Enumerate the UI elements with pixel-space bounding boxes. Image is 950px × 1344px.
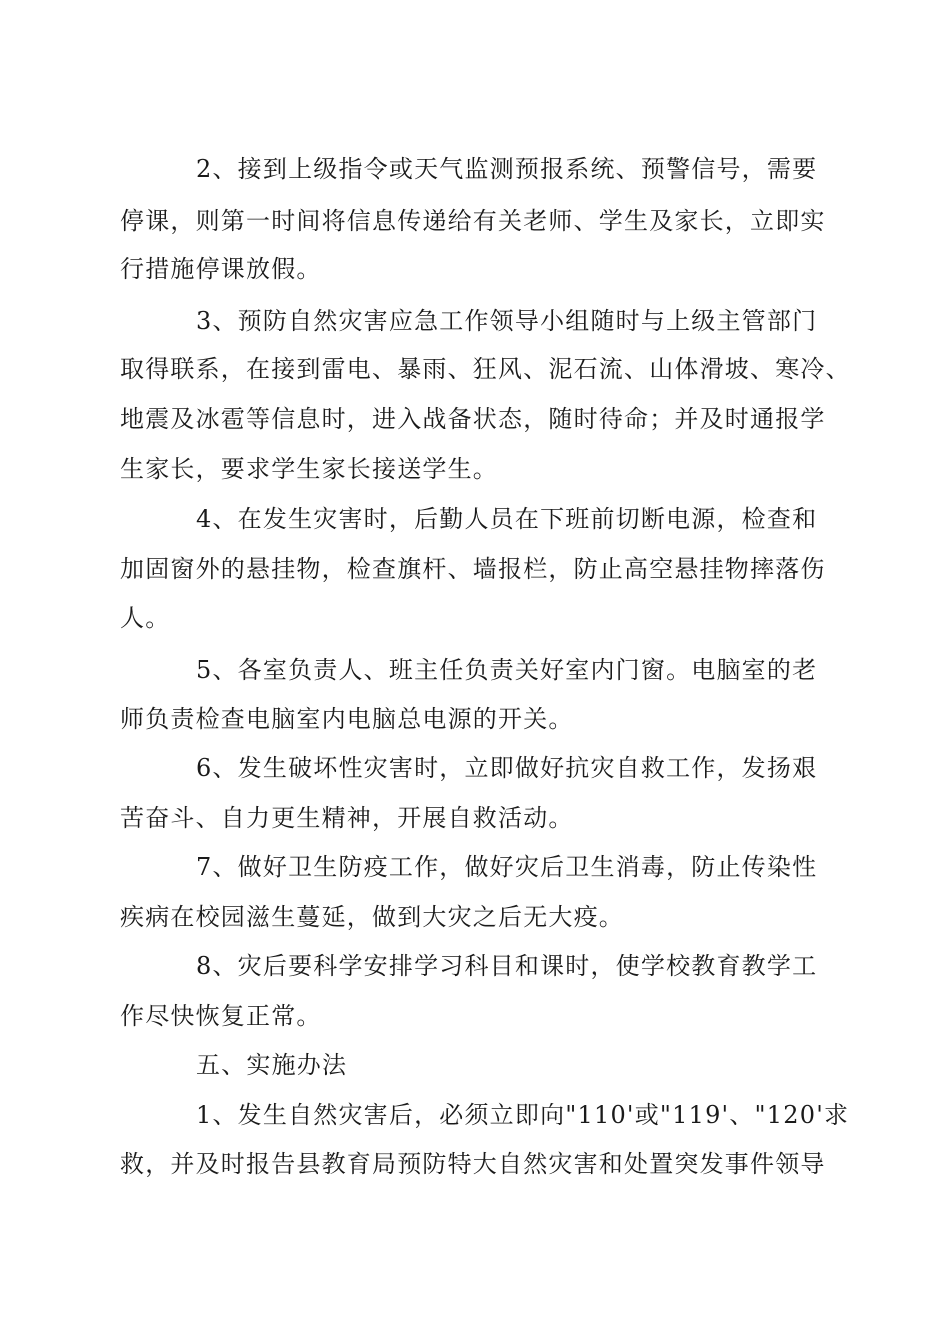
paragraph-7-line-2: 疾病在校园滋生蔓延，做到大灾之后无大疫。	[120, 903, 624, 931]
section-heading: 五、实施办法	[196, 1051, 348, 1079]
paragraph-2-line-3: 行措施停课放假。	[120, 255, 322, 283]
paragraph-4-line-3: 人。	[120, 604, 171, 632]
paragraph-4-line-1: 4、在发生灾害时，后勤人员在下班前切断电源，检查和	[196, 505, 818, 533]
paragraph-3-line-4: 生家长，要求学生家长接送学生。	[120, 455, 498, 483]
paragraph-5-line-1: 5、各室负责人、班主任负责关好室内门窗。电脑室的老	[196, 656, 818, 684]
paragraph-1-line-2: 救，并及时报告县教育局预防特大自然灾害和处置突发事件领导	[120, 1150, 826, 1178]
paragraph-7-line-1: 7、做好卫生防疫工作，做好灾后卫生消毒，防止传染性	[196, 853, 818, 881]
paragraph-3-line-1: 3、预防自然灾害应急工作领导小组随时与上级主管部门	[196, 307, 818, 335]
paragraph-8-line-1: 8、灾后要科学安排学习科目和课时，使学校教育教学工	[196, 952, 818, 980]
paragraph-2-line-2: 停课，则第一时间将信息传递给有关老师、学生及家长，立即实	[120, 207, 826, 235]
paragraph-1-line-1: 1、发生自然灾害后，必须立即向"110'或"119'、"120'求	[196, 1101, 850, 1129]
paragraph-8-line-2: 作尽快恢复正常。	[120, 1002, 322, 1030]
paragraph-3-line-3: 地震及冰雹等信息时，进入战备状态，随时待命；并及时通报学	[120, 405, 826, 433]
paragraph-3-line-2: 取得联系，在接到雷电、暴雨、狂风、泥石流、山体滑坡、寒冷、	[120, 355, 851, 383]
paragraph-6-line-2: 苦奋斗、自力更生精神，开展自救活动。	[120, 804, 574, 832]
paragraph-5-line-2: 师负责检查电脑室内电脑总电源的开关。	[120, 705, 574, 733]
paragraph-4-line-2: 加固窗外的悬挂物，检查旗杆、墙报栏，防止高空悬挂物摔落伤	[120, 555, 826, 583]
paragraph-6-line-1: 6、发生破坏性灾害时，立即做好抗灾自救工作，发扬艰	[196, 754, 818, 782]
paragraph-2-line-1: 2、接到上级指令或天气监测预报系统、预警信号，需要	[196, 155, 818, 183]
